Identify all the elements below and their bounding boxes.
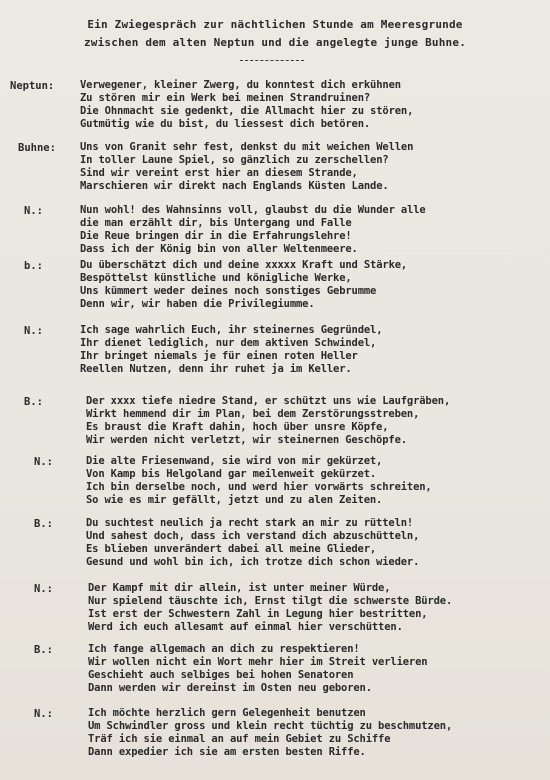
speaker-label: N.: [24, 325, 43, 337]
speaker-label: Neptun: [10, 80, 55, 92]
verse-line: die man erzählt dir, bis Untergang und Falle [80, 217, 352, 229]
title-underline [240, 60, 304, 61]
verse-line: Es braust die Kraft dahin, hoch über unsre Köpfe, [86, 421, 389, 433]
verse-line: So wie es mir gefällt, jetzt und zu alen Zeiten. [86, 494, 383, 506]
verse-line: Wir wollen nicht ein Wort mehr hier im Streit verlieren [88, 656, 428, 668]
verse-line: Marschieren wir direkt nach Englands Küsten Lande. [80, 180, 389, 192]
verse-line: Ist erst der Schwestern Zahl in Legung hier bestritten, [88, 608, 428, 620]
verse-line: Der xxxx tiefe niedre Stand, er schützt uns wie Laufgräben, [86, 395, 451, 407]
verse-line: Zu stören mir ein Werk bei meinen Strandruinen? [80, 92, 371, 104]
verse-line: Gesund und wohl bin ich, ich trotze dich schon wieder. [86, 556, 420, 568]
verse-line: Reellen Nutzen, denn ihr ruhet ja im Keller. [80, 363, 352, 375]
verse-line: Geschieht auch selbiges bei hohen Senatoren [88, 669, 354, 681]
verse-line: Uns kümmert weder deines noch sonstiges Gebrumme [80, 285, 377, 297]
verse-line: Der Kampf mit dir allein, ist unter meiner Würde, [88, 582, 391, 594]
speaker-label: B.: [34, 518, 53, 530]
verse-line: Sind wir vereint erst hier an diesem Strande, [80, 167, 358, 179]
verse-line: Die Reue bringen dir in die Erfahrungslehre! [80, 230, 352, 242]
verse-line: Denn wir, wir haben die Privilegiumme. [80, 298, 315, 310]
verse-line: Dann werden wir dereinst im Osten neu geboren. [88, 682, 372, 694]
verse-line: Ihr dienet lediglich, nur dem aktiven Schwindel, [80, 337, 377, 349]
verse-line: Es blieben unverändert dabei all meine Glieder, [86, 543, 377, 555]
verse-line: Von Kamp bis Helgoland gar meilenweit gekürzet. [86, 468, 377, 480]
speaker-label: B.: [24, 396, 43, 408]
verse-line: Und sahest doch, dass ich verstand dich abzuschütteln, [86, 530, 420, 542]
speaker-label: N.: [34, 456, 53, 468]
speaker-label: Buhne: [18, 142, 56, 154]
verse-line: Wirkt hemmend dir im Plan, bei dem Zerstörungsstreben, [86, 408, 420, 420]
verse-line: Die alte Friesenwand, sie wird von mir gekürzet, [86, 455, 383, 467]
verse-line: Ich sage wahrlich Euch, ihr steinernes Gegründel, [80, 324, 383, 336]
speaker-label: N.: [34, 708, 53, 720]
verse-line: Du überschätzt dich und deine xxxxx Kraft und Stärke, [80, 259, 408, 271]
verse-line: Verwegener, kleiner Zwerg, du konntest dich erkühnen [80, 79, 401, 91]
verse-line: Nur spielend täuschte ich, Ernst tilgt die schwerste Bürde. [88, 595, 453, 607]
verse-line: Uns von Granit sehr fest, denkst du mit weichen Wellen [80, 141, 414, 153]
verse-line: Träf ich sie einmal an auf mein Gebiet zu Schiffe [88, 733, 391, 745]
verse-line: Um Schwindler gross und klein recht tüchtig zu beschmutzen, [88, 720, 453, 732]
verse-line: Ich bin derselbe noch, und werd hier vorwärts schreiten, [86, 481, 432, 493]
verse-line: Bespöttelst künstliche und königliche Werke, [80, 272, 352, 284]
verse-line: Dass ich der König bin von aller Weltenmeere. [80, 243, 358, 255]
verse-line: Ich fange allgemach an dich zu respektieren! [88, 643, 360, 655]
speaker-label: B.: [34, 644, 53, 656]
verse-line: Die Ohnmacht sie gedenkt, die Allmacht hier zu stören, [80, 105, 414, 117]
verse-line: Ihr bringet niemals je für einen roten Heller [80, 350, 358, 362]
title-line-2: zwischen dem alten Neptun und die angelegte junge Buhne. [83, 36, 467, 49]
verse-line: Gutmütig wie du bist, du liessest dich betören. [80, 118, 371, 130]
verse-line: Dann expedier ich sie am ersten besten Riffe. [88, 746, 366, 758]
verse-line: Nun wohl! des Wahnsinns voll, glaubst du die Wunder alle [80, 204, 426, 216]
title-line-1: Ein Zwiegespräch zur nächtlichen Stunde am Meeresgrunde [87, 18, 463, 31]
verse-line: Du suchtest neulich ja recht stark an mir zu rütteln! [86, 517, 414, 529]
verse-line: In toller Laune Spiel, so gänzlich zu zerschellen? [80, 154, 389, 166]
verse-line: Werd ich euch allesamt auf einmal hier verschütten. [88, 621, 403, 633]
verse-line: Wir werden nicht verletzt, wir steinernen Geschöpfe. [86, 434, 407, 446]
speaker-label: N.: [34, 583, 53, 595]
speaker-label: b.: [24, 260, 43, 272]
speaker-label: N.: [24, 205, 43, 217]
verse-line: Ich möchte herzlich gern Gelegenheit benutzen [88, 707, 366, 719]
